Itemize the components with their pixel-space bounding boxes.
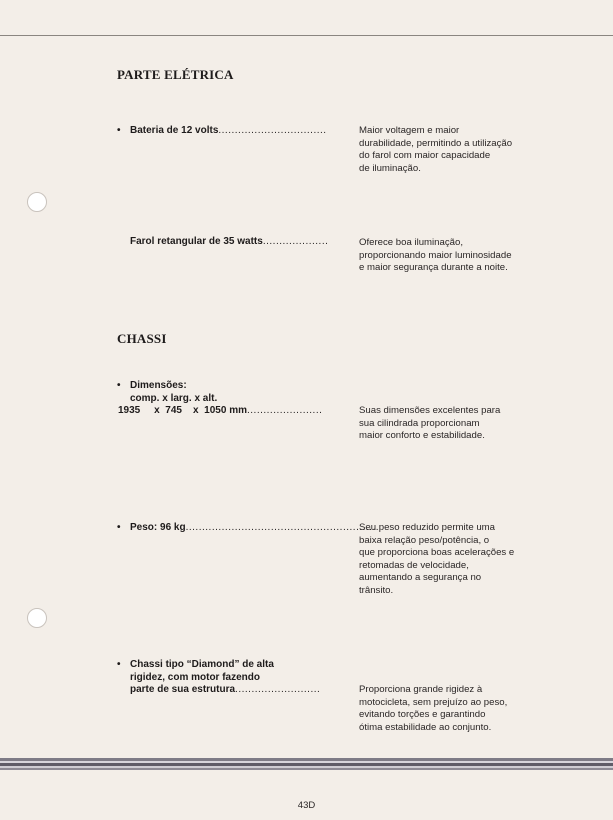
binder-hole-top (27, 192, 47, 212)
bullet: • (117, 522, 121, 533)
bottom-stripe-band (0, 758, 613, 770)
section-heading-chassi: CHASSI (117, 331, 167, 346)
bullet: • (117, 125, 121, 136)
binder-hole-bottom (27, 608, 47, 628)
bullet: • (117, 380, 121, 391)
page-number: 43D (297, 800, 316, 811)
section-heading-eletrica: PARTE ELÉTRICA (117, 67, 234, 82)
feature-line: parte de sua estrutura.......................... (130, 684, 321, 695)
feature-dimensoes: Dimensões: comp. x larg. x alt. 1935 x 745 x 1050 mm....................... (118, 380, 323, 416)
desc-peso: Seu peso reduzido permite uma baixa relação peso/potência, o que proporciona boas acelerações e retomadas de velocidade, aumentando a segurança no trânsito. (359, 522, 515, 596)
feature-bateria (130, 125, 327, 138)
desc-farol: Oferece boa iluminação, proporcionando maior luminosidade e maior segurança durante a noite. (359, 237, 512, 274)
desc-dimensoes: Suas dimensões excelentes para sua cilindrada proporcionam maior conforto e estabilidade. (359, 405, 501, 442)
desc-bateria: Maior voltagem e maior durabilidade, permitindo a utilização do farol com maior capacidade de iluminação. (359, 125, 513, 174)
top-rule (0, 35, 613, 36)
desc-chassi-diamond: Proporciona grande rigidez à motocicleta, sem prejuízo ao peso, evitando torções e garantindo ótima estabilidade ao conjunto. (359, 684, 508, 733)
bullet: • (117, 659, 121, 670)
feature-farol (130, 236, 328, 249)
feature-peso (130, 522, 379, 535)
feature-chassi-diamond: Chassi tipo “Diamond” de alta rigidez, com motor fazendo parte de sua estrutura.......................... (130, 659, 321, 695)
feature-line: 1935 x 745 x 1050 mm....................... (118, 405, 323, 416)
feature-line: Peso: 96 kg........................................................... (130, 522, 380, 533)
feature-line: Bateria de 12 volts................................. (130, 125, 327, 136)
feature-line: Farol retangular de 35 watts.................... (130, 236, 329, 247)
